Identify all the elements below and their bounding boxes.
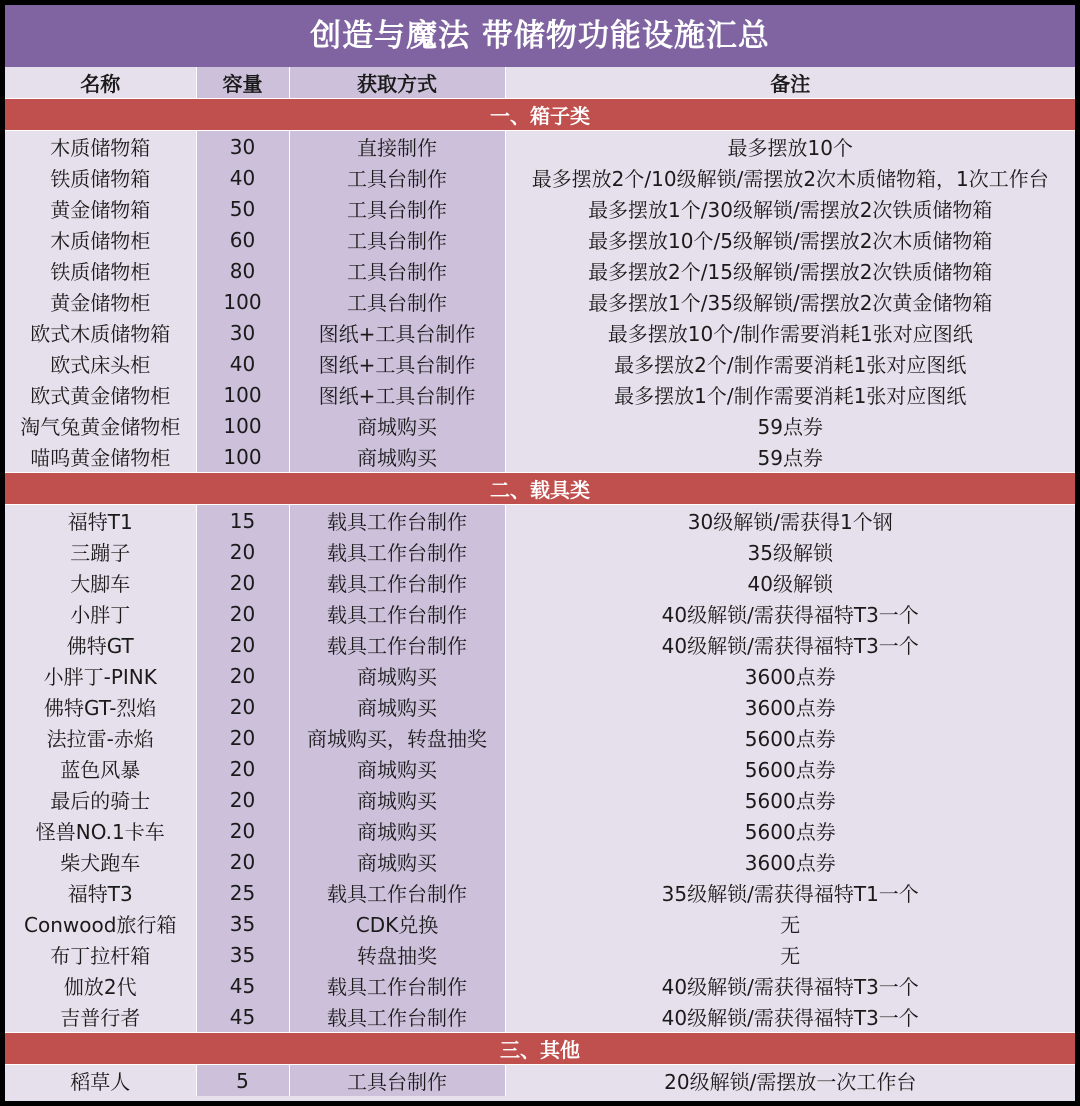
cell-capacity: 30 — [196, 317, 289, 348]
section-header-row — [5, 473, 1075, 505]
table-row — [5, 255, 1075, 286]
cell-name: 木质储物柜 — [5, 224, 196, 255]
cell-capacity: 20 — [196, 567, 289, 598]
cell-capacity: 15 — [196, 505, 289, 537]
cell-note: 5600点券 — [744, 758, 836, 782]
cell-method: 商城购买 — [289, 441, 505, 473]
cell-name: 木质储物箱 — [5, 131, 196, 163]
cell-note: 40级解锁/需获得福特T3一个 — [661, 1006, 919, 1030]
cell-method: 直接制作 — [289, 131, 505, 163]
cell-note: 最多摆放2个/制作需要消耗1张对应图纸 — [614, 353, 967, 377]
table-row — [5, 1065, 1075, 1097]
section-label: 三、其他 — [5, 1033, 1075, 1065]
table-row — [5, 970, 1075, 1001]
cell-name: 福特T3 — [5, 877, 196, 908]
table-row — [5, 1001, 1075, 1033]
cell-note: 最多摆放2个/10级解锁/需摆放2次木质储物箱，1次工作台 — [531, 167, 1049, 191]
table-row — [5, 815, 1075, 846]
cell-note: 40级解锁/需获得福特T3一个 — [661, 603, 919, 627]
table-row — [5, 598, 1075, 629]
table-row — [5, 753, 1075, 784]
cell-capacity: 35 — [196, 939, 289, 970]
cell-capacity: 20 — [196, 598, 289, 629]
cell-capacity: 80 — [196, 255, 289, 286]
table-row — [5, 131, 1075, 163]
table-row — [5, 939, 1075, 970]
cell-capacity: 100 — [196, 286, 289, 317]
cell-note: 3600点券 — [744, 851, 836, 875]
cell-name: 小胖丁 — [5, 598, 196, 629]
table-row — [5, 629, 1075, 660]
cell-method: 图纸+工具台制作 — [289, 317, 505, 348]
cell-note: 35级解锁/需获得福特T1一个 — [661, 882, 919, 906]
cell-name: 佛特GT-烈焰 — [5, 691, 196, 722]
cell-method: 商城购买 — [289, 846, 505, 877]
cell-capacity: 20 — [196, 846, 289, 877]
cell-capacity: 20 — [196, 815, 289, 846]
cell-name: 蓝色风暴 — [5, 753, 196, 784]
cell-name: 欧式黄金储物柜 — [5, 379, 196, 410]
cell-method: 工具台制作 — [289, 255, 505, 286]
cell-capacity: 20 — [196, 629, 289, 660]
cell-note: 59点券 — [757, 446, 823, 470]
cell-method: 工具台制作 — [289, 1065, 505, 1097]
cell-note: 59点券 — [757, 415, 823, 439]
cell-name: 三蹦子 — [5, 536, 196, 567]
cell-capacity: 35 — [196, 908, 289, 939]
cell-capacity: 100 — [196, 441, 289, 473]
table-row — [5, 162, 1075, 193]
cell-name: 大脚车 — [5, 567, 196, 598]
cell-note: 40级解锁/需获得福特T3一个 — [661, 975, 919, 999]
cell-note: 5600点券 — [744, 727, 836, 751]
table-row — [5, 286, 1075, 317]
cell-note: 最多摆放2个/15级解锁/需摆放2次铁质储物箱 — [588, 260, 993, 284]
cell-name: 伽放2代 — [5, 970, 196, 1001]
cell-method: 载具工作台制作 — [289, 567, 505, 598]
cell-capacity: 20 — [196, 691, 289, 722]
cell-method: 工具台制作 — [289, 162, 505, 193]
cell-method: 商城购买 — [289, 660, 505, 691]
header-note: 备注 — [505, 67, 1075, 99]
table-row — [5, 908, 1075, 939]
cell-note: 40级解锁/需获得福特T3一个 — [661, 634, 919, 658]
cell-name: 柴犬跑车 — [5, 846, 196, 877]
cell-method: 商城购买 — [289, 691, 505, 722]
cell-note: 无 — [780, 913, 801, 937]
cell-note: 最多摆放10个/5级解锁/需摆放2次木质储物箱 — [588, 229, 993, 253]
table-header-row — [5, 67, 1075, 99]
table-row — [5, 567, 1075, 598]
cell-capacity: 30 — [196, 131, 289, 163]
table-row — [5, 224, 1075, 255]
cell-name: 铁质储物箱 — [5, 162, 196, 193]
storage-table-body — [5, 67, 1075, 1096]
cell-name: 淘气兔黄金储物柜 — [5, 410, 196, 441]
cell-note: 3600点券 — [744, 696, 836, 720]
cell-method: 商城购买 — [289, 815, 505, 846]
cell-name: 黄金储物柜 — [5, 286, 196, 317]
table-row — [5, 193, 1075, 224]
table-row — [5, 691, 1075, 722]
cell-capacity: 25 — [196, 877, 289, 908]
table-row — [5, 784, 1075, 815]
cell-method: 图纸+工具台制作 — [289, 379, 505, 410]
cell-note: 35级解锁 — [747, 541, 833, 565]
storage-table — [5, 67, 1075, 1096]
cell-name: 欧式床头柜 — [5, 348, 196, 379]
section-label: 一、箱子类 — [5, 99, 1075, 131]
cell-name: Conwood旅行箱 — [5, 908, 196, 939]
cell-note: 5600点券 — [744, 789, 836, 813]
cell-method: 工具台制作 — [289, 286, 505, 317]
cell-capacity: 45 — [196, 1001, 289, 1033]
cell-note: 最多摆放1个/30级解锁/需摆放2次铁质储物箱 — [588, 198, 993, 222]
cell-name: 怪兽NO.1卡车 — [5, 815, 196, 846]
table-row — [5, 410, 1075, 441]
cell-name: 稻草人 — [5, 1065, 196, 1097]
cell-note: 20级解锁/需摆放一次工作台 — [664, 1070, 917, 1094]
cell-capacity: 20 — [196, 753, 289, 784]
cell-note: 40级解锁 — [747, 572, 833, 596]
cell-method: 商城购买 — [289, 784, 505, 815]
table-row — [5, 348, 1075, 379]
section-label: 二、载具类 — [5, 473, 1075, 505]
cell-note: 最多摆放10个 — [727, 136, 853, 160]
header-name: 名称 — [5, 67, 196, 99]
cell-note: 3600点券 — [744, 665, 836, 689]
cell-name: 黄金储物箱 — [5, 193, 196, 224]
table-row — [5, 505, 1075, 537]
cell-name: 最后的骑士 — [5, 784, 196, 815]
cell-name: 佛特GT — [5, 629, 196, 660]
header-method: 获取方式 — [289, 67, 505, 99]
cell-method: 商城购买，转盘抽奖 — [289, 722, 505, 753]
summary-table-frame — [5, 5, 1075, 1101]
cell-name: 法拉雷-赤焰 — [5, 722, 196, 753]
cell-capacity: 20 — [196, 722, 289, 753]
cell-name: 布丁拉杆箱 — [5, 939, 196, 970]
cell-note: 最多摆放1个/35级解锁/需摆放2次黄金储物箱 — [588, 291, 993, 315]
cell-note: 5600点券 — [744, 820, 836, 844]
cell-name: 吉普行者 — [5, 1001, 196, 1033]
table-row — [5, 846, 1075, 877]
cell-name: 小胖丁-PINK — [5, 660, 196, 691]
cell-capacity: 100 — [196, 379, 289, 410]
cell-capacity: 20 — [196, 660, 289, 691]
table-row — [5, 877, 1075, 908]
cell-method: 工具台制作 — [289, 193, 505, 224]
cell-capacity: 60 — [196, 224, 289, 255]
cell-method: 载具工作台制作 — [289, 970, 505, 1001]
table-row — [5, 722, 1075, 753]
cell-name: 铁质储物柜 — [5, 255, 196, 286]
cell-capacity: 20 — [196, 784, 289, 815]
cell-note: 最多摆放1个/制作需要消耗1张对应图纸 — [614, 384, 967, 408]
cell-capacity: 20 — [196, 536, 289, 567]
cell-method: 载具工作台制作 — [289, 505, 505, 537]
table-row — [5, 441, 1075, 473]
table-row — [5, 536, 1075, 567]
cell-method: 载具工作台制作 — [289, 877, 505, 908]
section-header-row — [5, 1033, 1075, 1065]
table-row — [5, 317, 1075, 348]
header-capacity: 容量 — [196, 67, 289, 99]
cell-capacity: 40 — [196, 348, 289, 379]
section-header-row — [5, 99, 1075, 131]
cell-name: 欧式木质储物箱 — [5, 317, 196, 348]
cell-method: 载具工作台制作 — [289, 536, 505, 567]
cell-method: 工具台制作 — [289, 224, 505, 255]
cell-method: 载具工作台制作 — [289, 598, 505, 629]
table-row — [5, 379, 1075, 410]
cell-capacity: 50 — [196, 193, 289, 224]
cell-name: 福特T1 — [5, 505, 196, 537]
cell-capacity: 40 — [196, 162, 289, 193]
cell-note: 30级解锁/需获得1个钢 — [687, 510, 893, 534]
table-row — [5, 660, 1075, 691]
cell-method: 载具工作台制作 — [289, 1001, 505, 1033]
cell-note: 无 — [780, 944, 801, 968]
cell-method: 商城购买 — [289, 753, 505, 784]
cell-method: 转盘抽奖 — [289, 939, 505, 970]
cell-method: 图纸+工具台制作 — [289, 348, 505, 379]
cell-capacity: 100 — [196, 410, 289, 441]
cell-name: 喵呜黄金储物柜 — [5, 441, 196, 473]
cell-note: 最多摆放10个/制作需要消耗1张对应图纸 — [607, 322, 973, 346]
cell-capacity: 5 — [196, 1065, 289, 1097]
cell-method: 商城购买 — [289, 410, 505, 441]
cell-capacity: 45 — [196, 970, 289, 1001]
page-title: 创造与魔法 带储物功能设施汇总 — [5, 5, 1075, 67]
cell-method: CDK兑换 — [289, 908, 505, 939]
cell-method: 载具工作台制作 — [289, 629, 505, 660]
